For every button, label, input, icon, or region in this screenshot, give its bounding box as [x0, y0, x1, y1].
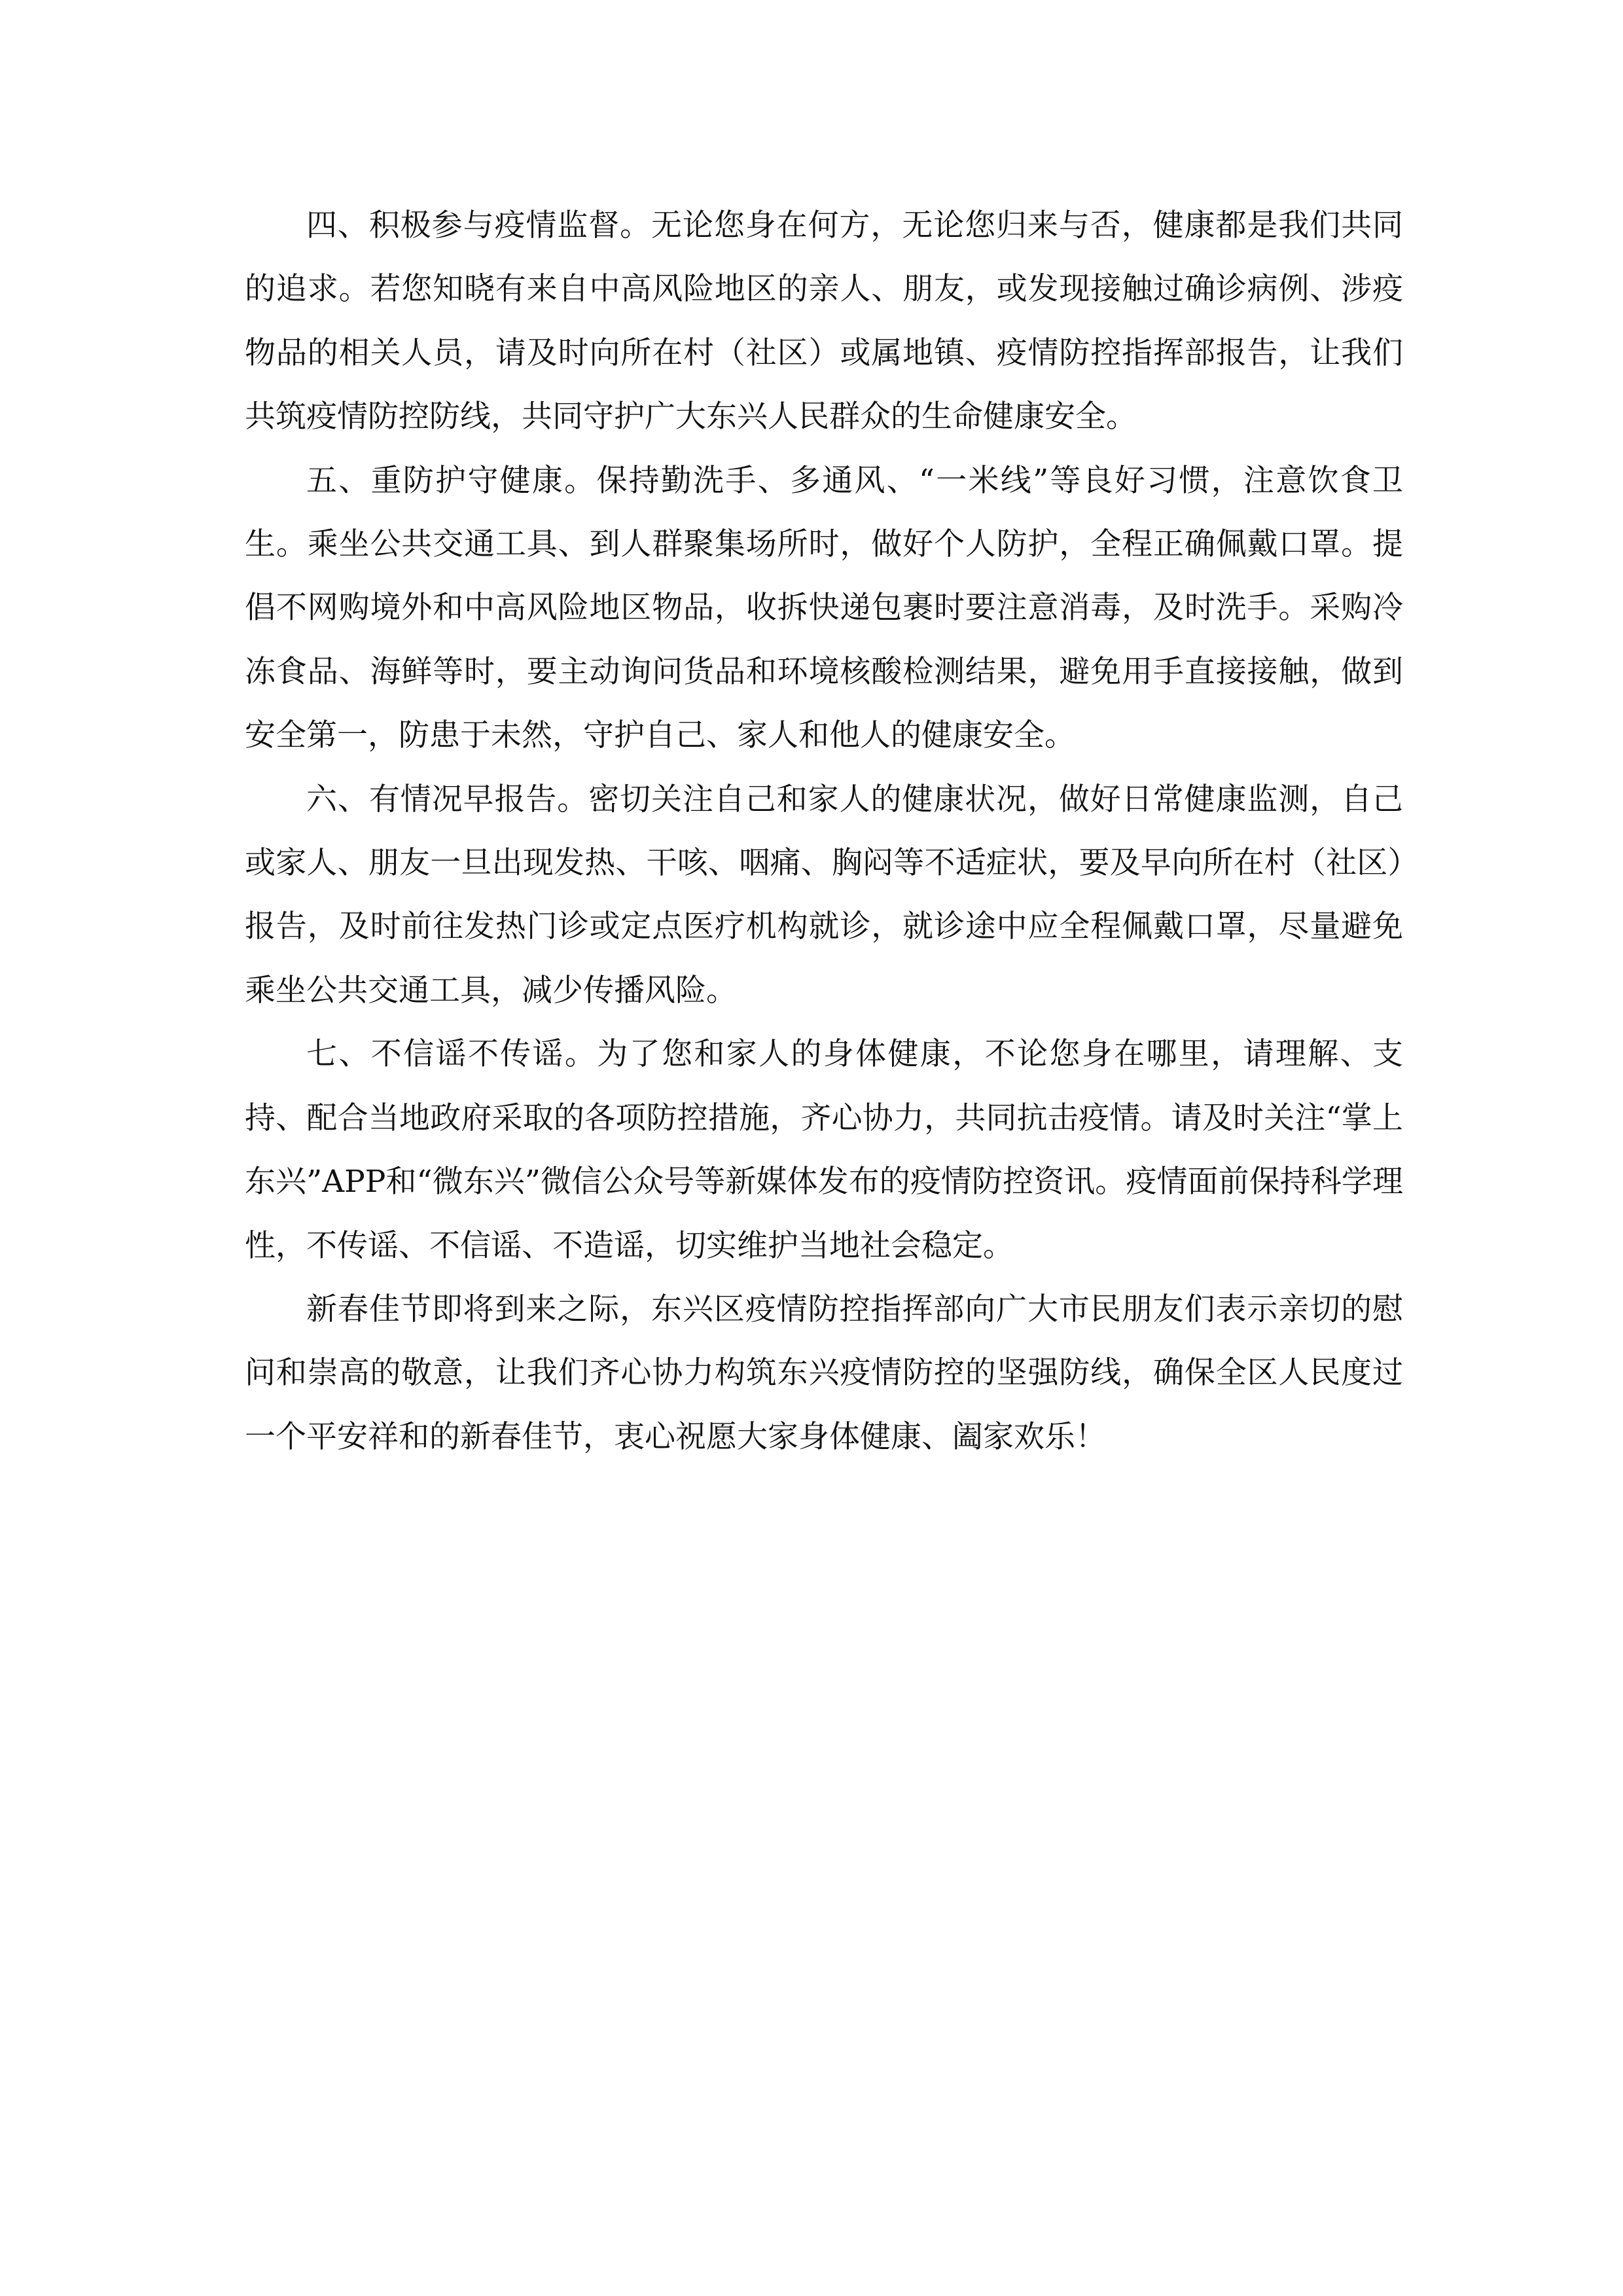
paragraph-section-4: 四、积极参与疫情监督。无论您身在何方，无论您归来与否，健康都是我们共同的追求。若您知晓有来自中高风险地区的亲人、朋友，或发现接触过确诊病例、涉疫物品的相关人员，请及时向所在村（社区）或属地镇、疫情防控指挥部报告，让我们共筑疫情防控防线，共同守护广大东兴人民群众的生命健康安全。 — [245, 207, 1403, 435]
paragraph-section-5: 五、重防护守健康。保持勤洗手、多通风、“一米线”等良好习惯，注意饮食卫生。乘坐公共交通工具、到人群聚集场所时，做好个人防护，全程正确佩戴口罩。提倡不网购境外和中高风险地区物品，收拆快递包裹时要注意消毒，及时洗手。采购冷冻食品、海鲜等时，要主动询问货品和环境核酸检测结果，避免用手直接接触，做到安全第一，防患于未然，守护自己、家人和他人的健康安全。 — [245, 462, 1403, 754]
document-body — [245, 194, 1403, 1469]
paragraph-section-7: 七、不信谣不传谣。为了您和家人的身体健康，不论您身在哪里，请理解、支持、配合当地政府采取的各项防控措施，齐心协力，共同抗击疫情。请及时关注“掌上东兴”APP和“微东兴”微信公众号等新媒体发布的疫情防控资讯。疫情面前保持科学理性，不传谣、不信谣、不造谣，切实维护当地社会稳定。 — [245, 1036, 1403, 1264]
paragraph-section-6: 六、有情况早报告。密切关注自己和家人的健康状况，做好日常健康监测，自己或家人、朋友一旦出现发热、干咳、咽痛、胸闷等不适症状，要及早向所在村（社区）报告，及时前往发热门诊或定点医疗机构就诊，就诊途中应全程佩戴口罩，尽量避免乘坐公共交通工具，减少传播风险。 — [245, 781, 1403, 1009]
paragraph-closing: 新春佳节即将到来之际，东兴区疫情防控指挥部向广大市民朋友们表示亲切的慰问和崇高的敬意，让我们齐心协力构筑东兴疫情防控的坚强防线，确保全区人民度过一个平安祥和的新春佳节，衷心祝愿大家身体健康、阖家欢乐！ — [245, 1291, 1403, 1455]
